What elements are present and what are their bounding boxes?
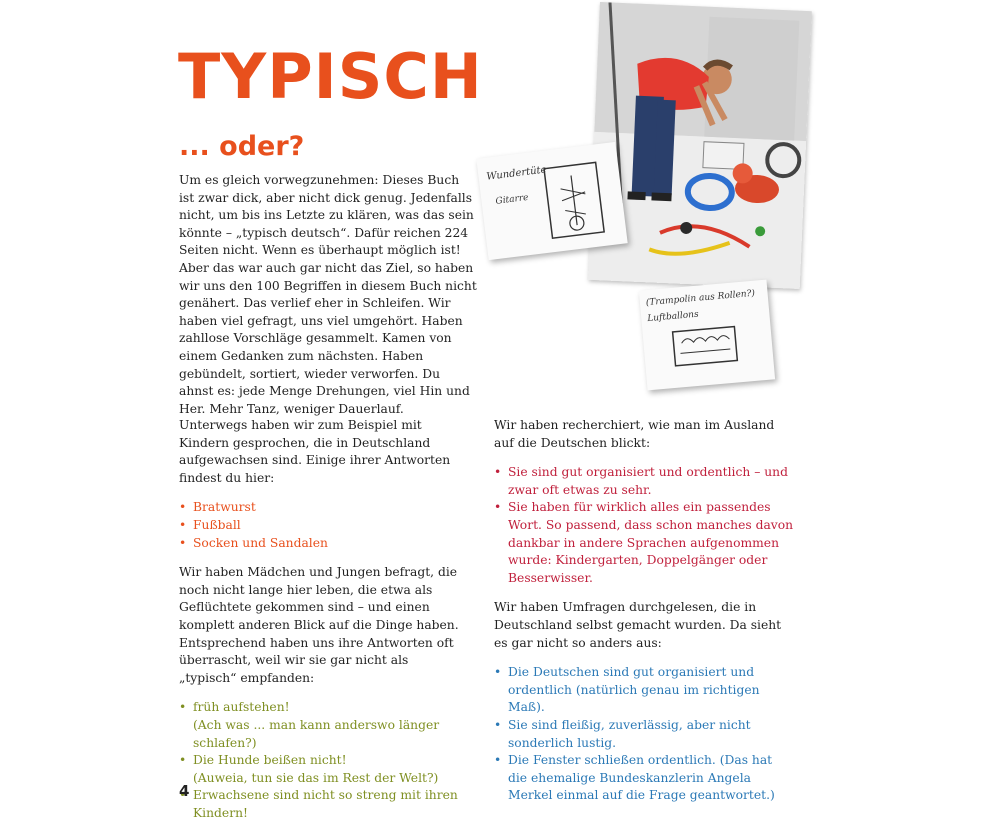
photo-man-with-objects (588, 2, 812, 289)
list-item: • Die Fenster schließen ordentlich. (Das hat die ehemalige Bundeskanzlerin Angela Merkel einmal auf die Frage geantwortet.) (494, 752, 794, 805)
list-item (179, 787, 469, 822)
note-label-4: Luftballons (646, 309, 700, 325)
list-item-main: Erwachsene sind nicht so streng mit ihren Kindern! (193, 788, 458, 820)
list-item-main: früh aufstehen! (193, 700, 290, 715)
sketch-note-balloons (639, 280, 775, 391)
page-number: 4 (179, 782, 190, 800)
refugee-answers-list (179, 699, 469, 822)
list-item: • Sie sind gut organisiert und ordentlich – und zwar oft etwas zu sehr. (494, 464, 794, 499)
children-answers-list (179, 499, 469, 552)
list-item: • Sie sind fleißig, zuverlässig, aber nicht sonderlich lustig. (494, 717, 794, 752)
list-item: • Die Deutschen sind gut organisiert und ordentlich (natürlich genau im richtigen Maß). (494, 664, 794, 717)
intro-paragraph: Um es gleich vorwegzunehmen: Dieses Buch ist zwar dick, aber nicht dick genug. Jedenfalls nicht, um bis ins Letzte zu klären, was das sein könnte – „typisch deutsch“. Dafür reichen 224 Seiten nicht. Wenn es überhaupt möglich ist! Aber das war auch gar nicht das Ziel, so haben wir uns den 100 Begriffen in diesem Buch nicht genähert. Das verlief eher in Schleifen. Wir haben viel gefragt, uns viel umgehört. Haben zahllose Vorschläge gesammelt. Kamen von einem Gedanken zum nächsten. Haben gebündelt, sortiert, wieder verworfen. Du ahnst es: jede Menge Drehungen, viel Hin und Her. Mehr Tanz, weniger Dauerlauf. (179, 173, 477, 416)
list-item (179, 752, 469, 787)
list-item: • Sie haben für wirklich alles ein passendes Wort. So passend, dass schon manches davon dankbar in andere Sprachen aufgenommen wurde: Kindergarten, Doppelgänger oder Besserwisser. (494, 499, 794, 587)
left-column (179, 417, 469, 834)
list-item (179, 699, 469, 752)
right-column (494, 417, 794, 817)
right-paragraph-2: Wir haben Umfragen durchgelesen, die in Deutschland selbst gemacht wurden. Da sieht es gar nicht so anders aus: (494, 600, 782, 650)
page-title: TYPISCH (178, 40, 483, 113)
survey-list (494, 664, 794, 805)
list-item-main: Die Hunde beißen nicht! (193, 753, 347, 768)
note-label-1: Wundertüte (485, 164, 548, 183)
note-label-2: Gitarre (495, 192, 530, 207)
list-item: • Fußball (179, 517, 469, 535)
right-paragraph-1: Wir haben recherchiert, wie man im Ausland auf die Deutschen blickt: (494, 418, 775, 450)
left-paragraph-2: Wir haben Mädchen und Jungen befragt, die noch nicht lange hier leben, die etwa als Geflüchtete gekommen sind – und einen komplett anderen Blick auf die Dinge haben. Entsprechend haben uns ihre Antworten oft überrascht, weil wir sie gar nicht als „typisch“ empfanden: (179, 565, 459, 685)
sketch-note-guitar (476, 142, 627, 260)
photo-illustration (588, 2, 812, 289)
page-subtitle: ... oder? (179, 131, 305, 162)
list-item: • Socken und Sandalen (179, 535, 469, 553)
list-item: • Bratwurst (179, 499, 469, 517)
note-label-3: (Trampolin aus Rollen?) (645, 288, 756, 309)
list-item-note: (Ach was ... man kann anderswo länger schlafen?) (193, 717, 440, 750)
abroad-view-list (494, 464, 794, 587)
list-item-note: (Auweia, tun sie das im Rest der Welt?) (193, 770, 439, 785)
left-paragraph-1: Unterwegs haben wir zum Beispiel mit Kindern gesprochen, die in Deutschland aufgewachsen sind. Einige ihrer Antworten findest du hier: (179, 418, 451, 485)
